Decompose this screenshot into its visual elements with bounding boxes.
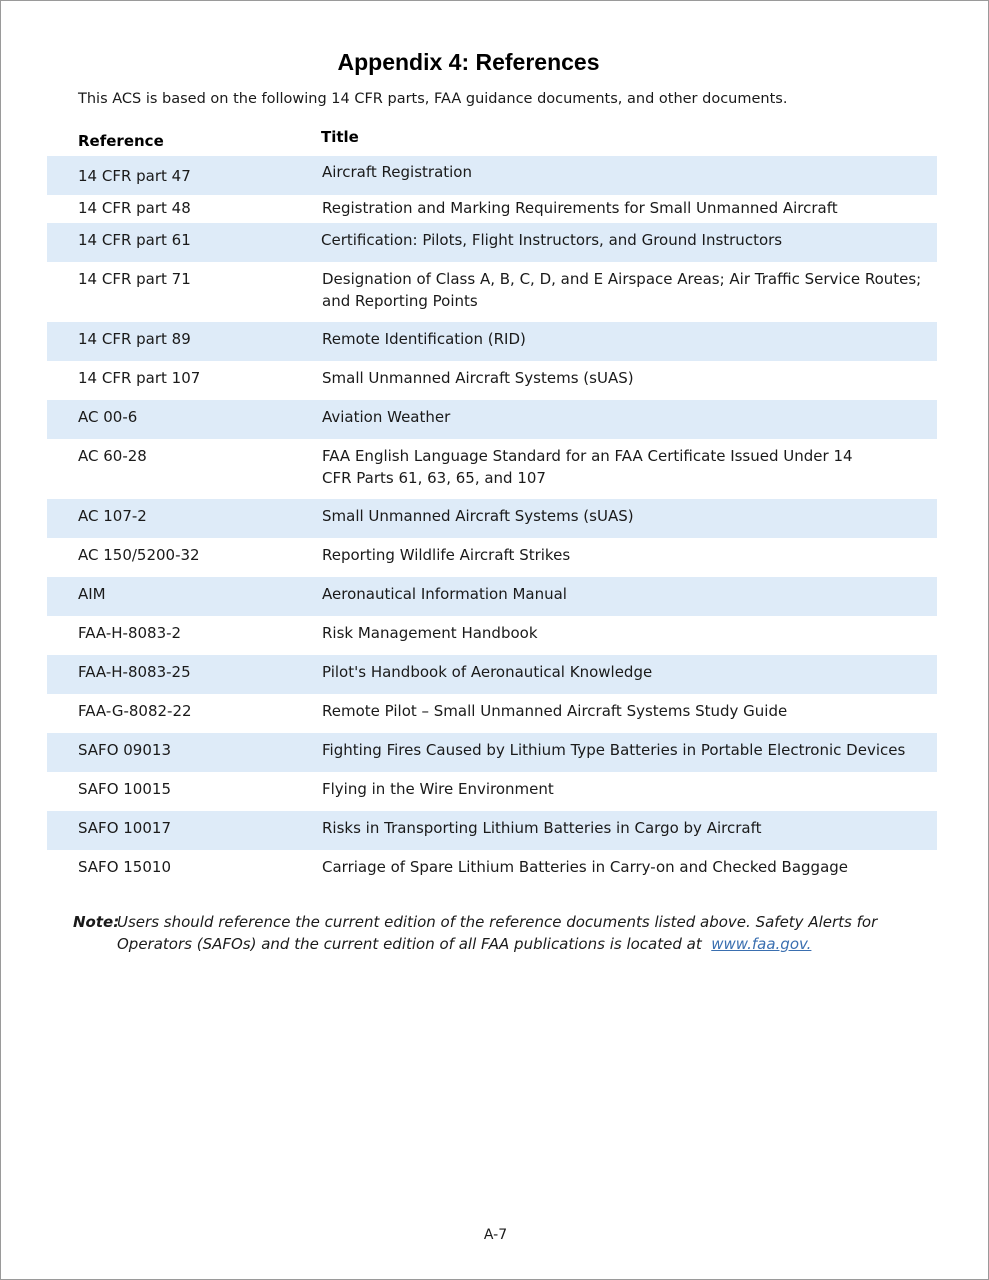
table-row — [47, 733, 937, 772]
note-label: Note: — [73, 913, 120, 931]
note-text: Users should reference the current edition of the reference documents listed above. Safety Alerts for Operators (SAFOs) and the current edition of all FAA publications is located at — [117, 913, 878, 953]
title-cell: Registration and Marking Requirements for Small Unmanned Aircraft — [322, 199, 838, 217]
table-row — [47, 361, 937, 400]
column-header-reference: Reference — [78, 132, 164, 150]
title-cell: Certification: Pilots, Flight Instructors, and Ground Instructors — [321, 231, 783, 249]
title-cell: Small Unmanned Aircraft Systems (sUAS) — [322, 369, 634, 387]
reference-cell: 14 CFR part 61 — [78, 231, 191, 249]
title-cell: Small Unmanned Aircraft Systems (sUAS) — [322, 507, 634, 525]
table-row — [47, 400, 937, 439]
title-cell: Designation of Class A, B, C, D, and E Airspace Areas; Air Traffic Service Routes; and Reporting Points — [322, 270, 922, 310]
reference-cell: AIM — [78, 585, 106, 603]
title-cell: Flying in the Wire Environment — [322, 780, 554, 798]
title-cell: Reporting Wildlife Aircraft Strikes — [322, 546, 571, 564]
title-cell: Remote Identification (RID) — [322, 330, 526, 348]
title-cell: Aeronautical Information Manual — [322, 585, 567, 603]
table-row — [47, 499, 937, 538]
table-row — [47, 439, 937, 499]
intro-text: This ACS is based on the following 14 CFR parts, FAA guidance documents, and other documents. — [78, 91, 788, 107]
reference-cell: SAFO 10015 — [78, 780, 171, 798]
reference-cell: AC 150/5200-32 — [78, 546, 200, 564]
table-row — [47, 577, 937, 616]
reference-cell: 14 CFR part 47 — [78, 167, 191, 185]
note-text-container — [117, 911, 927, 955]
reference-cell: AC 60-28 — [78, 447, 147, 465]
reference-cell: AC 107-2 — [78, 507, 147, 525]
table-row — [47, 772, 937, 811]
title-cell: Carriage of Spare Lithium Batteries in Carry-on and Checked Baggage — [322, 858, 849, 876]
reference-cell: 14 CFR part 71 — [78, 270, 191, 288]
table-row — [47, 538, 937, 577]
table-row — [47, 850, 937, 889]
reference-cell: FAA-G-8082-22 — [78, 702, 192, 720]
reference-cell: SAFO 09013 — [78, 741, 171, 759]
table-row — [47, 694, 937, 733]
reference-cell: 14 CFR part 48 — [78, 199, 191, 217]
reference-cell: FAA-H-8083-2 — [78, 624, 182, 642]
table-row — [47, 616, 937, 655]
faa-website-link[interactable]: www.faa.gov. — [711, 935, 812, 953]
title-cell: FAA English Language Standard for an FAA Certificate Issued Under 14 CFR Parts 61, 63, 65, and 107 — [322, 447, 853, 487]
page-number: A-7 — [483, 1227, 508, 1243]
table-row — [47, 156, 937, 195]
reference-cell: 14 CFR part 107 — [78, 369, 201, 387]
column-header-title: Title — [321, 128, 359, 146]
page-title: Appendix 4: References — [337, 49, 600, 75]
references-table — [47, 156, 937, 889]
table-row — [47, 262, 937, 322]
reference-cell: SAFO 15010 — [78, 858, 171, 876]
table-row — [47, 223, 937, 262]
title-cell: Aircraft Registration — [322, 163, 472, 181]
reference-cell: AC 00-6 — [78, 408, 138, 426]
reference-cell: FAA-H-8083-25 — [78, 663, 191, 681]
table-row — [47, 811, 937, 850]
title-cell: Risks in Transporting Lithium Batteries in Cargo by Aircraft — [322, 819, 762, 837]
title-cell: Remote Pilot – Small Unmanned Aircraft Systems Study Guide — [322, 702, 788, 720]
title-cell: Risk Management Handbook — [322, 624, 538, 642]
reference-cell: 14 CFR part 89 — [78, 330, 191, 348]
table-row — [47, 195, 937, 223]
reference-cell: SAFO 10017 — [78, 819, 171, 837]
table-row — [47, 655, 937, 694]
table-row — [47, 322, 937, 361]
title-cell: Aviation Weather — [322, 408, 451, 426]
title-cell: Pilot's Handbook of Aeronautical Knowledge — [322, 663, 653, 681]
title-cell: Fighting Fires Caused by Lithium Type Batteries in Portable Electronic Devices — [322, 741, 906, 759]
